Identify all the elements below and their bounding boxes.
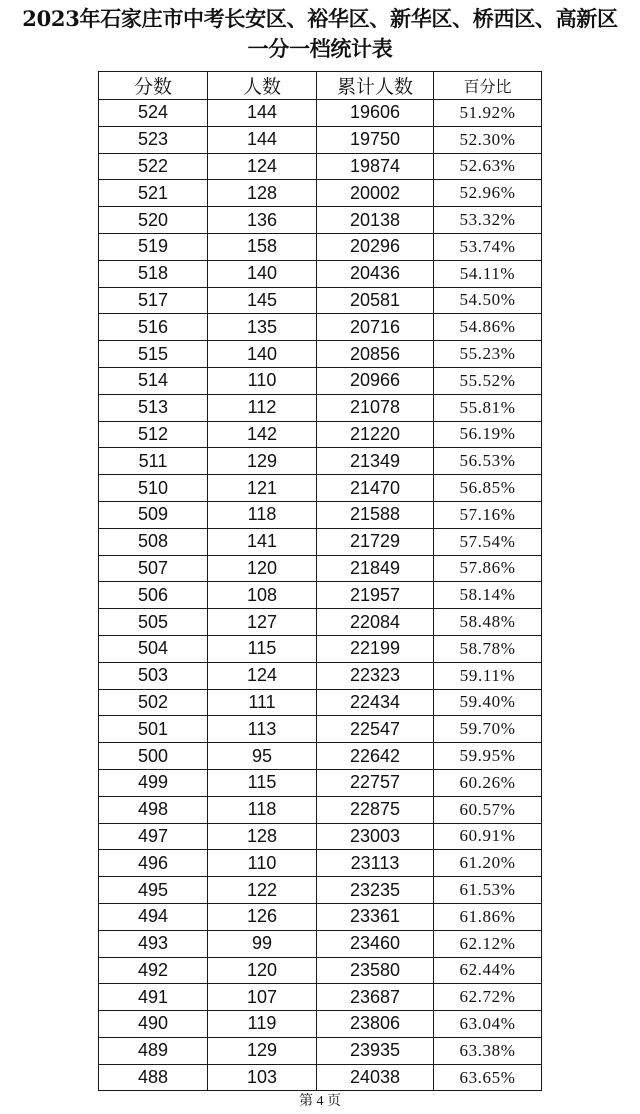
cell-count: 107 bbox=[208, 984, 317, 1011]
cell-count: 119 bbox=[208, 1011, 317, 1038]
cell-percentage: 57.54% bbox=[434, 528, 542, 555]
header-score: 分数 bbox=[99, 72, 208, 100]
cell-score: 523 bbox=[99, 126, 208, 153]
cell-count: 112 bbox=[208, 394, 317, 421]
score-distribution-table bbox=[98, 71, 542, 1091]
cell-count: 110 bbox=[208, 367, 317, 394]
page-subtitle: 一分一档统计表 bbox=[247, 36, 393, 61]
cell-percentage: 54.11% bbox=[434, 260, 542, 287]
cell-percentage: 60.57% bbox=[434, 796, 542, 823]
cell-score: 494 bbox=[99, 903, 208, 930]
cell-percentage: 61.20% bbox=[434, 850, 542, 877]
cell-count: 142 bbox=[208, 421, 317, 448]
cell-percentage: 51.92% bbox=[434, 100, 542, 127]
table-row bbox=[99, 555, 542, 582]
cell-score: 497 bbox=[99, 823, 208, 850]
cell-count: 121 bbox=[208, 475, 317, 502]
table-row bbox=[99, 394, 542, 421]
table-row bbox=[99, 662, 542, 689]
cell-count: 135 bbox=[208, 314, 317, 341]
table-row bbox=[99, 180, 542, 207]
cell-score: 496 bbox=[99, 850, 208, 877]
cell-percentage: 54.86% bbox=[434, 314, 542, 341]
table-row bbox=[99, 1064, 542, 1091]
cell-score: 508 bbox=[99, 528, 208, 555]
cell-score: 502 bbox=[99, 689, 208, 716]
cell-cumulative: 24038 bbox=[317, 1064, 434, 1091]
cell-percentage: 63.65% bbox=[434, 1064, 542, 1091]
cell-score: 507 bbox=[99, 555, 208, 582]
cell-score: 520 bbox=[99, 207, 208, 234]
cell-percentage: 58.78% bbox=[434, 635, 542, 662]
cell-count: 144 bbox=[208, 100, 317, 127]
cell-percentage: 52.63% bbox=[434, 153, 542, 180]
cell-count: 108 bbox=[208, 582, 317, 609]
table-row bbox=[99, 421, 542, 448]
cell-count: 118 bbox=[208, 501, 317, 528]
cell-score: 488 bbox=[99, 1064, 208, 1091]
table-row bbox=[99, 260, 542, 287]
table-row bbox=[99, 233, 542, 260]
cell-percentage: 56.19% bbox=[434, 421, 542, 448]
cell-score: 516 bbox=[99, 314, 208, 341]
cell-count: 144 bbox=[208, 126, 317, 153]
cell-score: 515 bbox=[99, 341, 208, 368]
cell-percentage: 56.85% bbox=[434, 475, 542, 502]
cell-count: 145 bbox=[208, 287, 317, 314]
cell-percentage: 55.52% bbox=[434, 367, 542, 394]
table-row bbox=[99, 448, 542, 475]
cell-count: 113 bbox=[208, 716, 317, 743]
cell-score: 524 bbox=[99, 100, 208, 127]
cell-cumulative: 20966 bbox=[317, 367, 434, 394]
cell-score: 509 bbox=[99, 501, 208, 528]
cell-count: 120 bbox=[208, 957, 317, 984]
cell-count: 128 bbox=[208, 180, 317, 207]
cell-percentage: 53.74% bbox=[434, 233, 542, 260]
cell-percentage: 57.16% bbox=[434, 501, 542, 528]
cell-cumulative: 22757 bbox=[317, 769, 434, 796]
cell-score: 513 bbox=[99, 394, 208, 421]
cell-score: 500 bbox=[99, 743, 208, 770]
table-row bbox=[99, 984, 542, 1011]
cell-score: 517 bbox=[99, 287, 208, 314]
cell-score: 510 bbox=[99, 475, 208, 502]
table-row bbox=[99, 877, 542, 904]
cell-cumulative: 19874 bbox=[317, 153, 434, 180]
cell-percentage: 53.32% bbox=[434, 207, 542, 234]
table-row bbox=[99, 287, 542, 314]
cell-percentage: 55.81% bbox=[434, 394, 542, 421]
cell-score: 492 bbox=[99, 957, 208, 984]
cell-count: 129 bbox=[208, 448, 317, 475]
cell-cumulative: 20002 bbox=[317, 180, 434, 207]
cell-count: 126 bbox=[208, 903, 317, 930]
cell-percentage: 59.95% bbox=[434, 743, 542, 770]
cell-percentage: 61.86% bbox=[434, 903, 542, 930]
cell-count: 99 bbox=[208, 930, 317, 957]
cell-percentage: 62.44% bbox=[434, 957, 542, 984]
table-row bbox=[99, 716, 542, 743]
cell-count: 115 bbox=[208, 635, 317, 662]
cell-cumulative: 22084 bbox=[317, 609, 434, 636]
cell-count: 122 bbox=[208, 877, 317, 904]
cell-score: 504 bbox=[99, 635, 208, 662]
cell-percentage: 60.91% bbox=[434, 823, 542, 850]
cell-cumulative: 21470 bbox=[317, 475, 434, 502]
table-row bbox=[99, 743, 542, 770]
cell-count: 124 bbox=[208, 153, 317, 180]
cell-score: 489 bbox=[99, 1037, 208, 1064]
cell-percentage: 61.53% bbox=[434, 877, 542, 904]
cell-score: 505 bbox=[99, 609, 208, 636]
cell-cumulative: 23113 bbox=[317, 850, 434, 877]
cell-cumulative: 23460 bbox=[317, 930, 434, 957]
cell-cumulative: 22323 bbox=[317, 662, 434, 689]
cell-count: 118 bbox=[208, 796, 317, 823]
cell-score: 491 bbox=[99, 984, 208, 1011]
cell-count: 111 bbox=[208, 689, 317, 716]
cell-percentage: 58.48% bbox=[434, 609, 542, 636]
cell-count: 115 bbox=[208, 769, 317, 796]
table-row bbox=[99, 582, 542, 609]
cell-score: 512 bbox=[99, 421, 208, 448]
cell-percentage: 56.53% bbox=[434, 448, 542, 475]
cell-score: 506 bbox=[99, 582, 208, 609]
cell-percentage: 63.38% bbox=[434, 1037, 542, 1064]
header-count: 人数 bbox=[208, 72, 317, 100]
table-row bbox=[99, 100, 542, 127]
table-row bbox=[99, 635, 542, 662]
cell-cumulative: 22199 bbox=[317, 635, 434, 662]
cell-cumulative: 22547 bbox=[317, 716, 434, 743]
cell-cumulative: 23580 bbox=[317, 957, 434, 984]
cell-cumulative: 21849 bbox=[317, 555, 434, 582]
table-row bbox=[99, 528, 542, 555]
cell-percentage: 52.96% bbox=[434, 180, 542, 207]
cell-percentage: 57.86% bbox=[434, 555, 542, 582]
cell-percentage: 62.72% bbox=[434, 984, 542, 1011]
page-number: 第 4 页 bbox=[299, 1094, 341, 1109]
table-row bbox=[99, 823, 542, 850]
cell-percentage: 55.23% bbox=[434, 341, 542, 368]
table-row bbox=[99, 207, 542, 234]
cell-count: 141 bbox=[208, 528, 317, 555]
table-row bbox=[99, 689, 542, 716]
cell-score: 522 bbox=[99, 153, 208, 180]
cell-cumulative: 19606 bbox=[317, 100, 434, 127]
cell-score: 493 bbox=[99, 930, 208, 957]
table-row bbox=[99, 126, 542, 153]
page-title: 2023年石家庄市中考长安区、裕华区、新华区、桥西区、高新区 bbox=[22, 6, 618, 31]
cell-cumulative: 23935 bbox=[317, 1037, 434, 1064]
cell-cumulative: 22642 bbox=[317, 743, 434, 770]
cell-cumulative: 23361 bbox=[317, 903, 434, 930]
cell-score: 499 bbox=[99, 769, 208, 796]
cell-count: 140 bbox=[208, 260, 317, 287]
cell-score: 514 bbox=[99, 367, 208, 394]
cell-percentage: 58.14% bbox=[434, 582, 542, 609]
table-row bbox=[99, 1037, 542, 1064]
cell-cumulative: 20296 bbox=[317, 233, 434, 260]
cell-cumulative: 21220 bbox=[317, 421, 434, 448]
cell-cumulative: 19750 bbox=[317, 126, 434, 153]
cell-percentage: 59.70% bbox=[434, 716, 542, 743]
cell-count: 103 bbox=[208, 1064, 317, 1091]
cell-cumulative: 20856 bbox=[317, 341, 434, 368]
table-row bbox=[99, 501, 542, 528]
header-percentage: 百分比 bbox=[434, 72, 542, 100]
table-row bbox=[99, 903, 542, 930]
cell-score: 501 bbox=[99, 716, 208, 743]
table-row bbox=[99, 850, 542, 877]
cell-cumulative: 23687 bbox=[317, 984, 434, 1011]
table-row bbox=[99, 609, 542, 636]
cell-count: 127 bbox=[208, 609, 317, 636]
cell-cumulative: 21957 bbox=[317, 582, 434, 609]
cell-count: 120 bbox=[208, 555, 317, 582]
cell-score: 519 bbox=[99, 233, 208, 260]
cell-count: 136 bbox=[208, 207, 317, 234]
cell-percentage: 60.26% bbox=[434, 769, 542, 796]
cell-cumulative: 21078 bbox=[317, 394, 434, 421]
table-row bbox=[99, 475, 542, 502]
cell-percentage: 52.30% bbox=[434, 126, 542, 153]
table-row bbox=[99, 796, 542, 823]
cell-count: 129 bbox=[208, 1037, 317, 1064]
cell-count: 124 bbox=[208, 662, 317, 689]
table-row bbox=[99, 930, 542, 957]
table-row bbox=[99, 153, 542, 180]
cell-percentage: 62.12% bbox=[434, 930, 542, 957]
cell-count: 128 bbox=[208, 823, 317, 850]
cell-percentage: 54.50% bbox=[434, 287, 542, 314]
cell-score: 521 bbox=[99, 180, 208, 207]
cell-score: 511 bbox=[99, 448, 208, 475]
table-row bbox=[99, 1011, 542, 1038]
cell-cumulative: 21349 bbox=[317, 448, 434, 475]
cell-score: 495 bbox=[99, 877, 208, 904]
cell-count: 95 bbox=[208, 743, 317, 770]
table-row bbox=[99, 367, 542, 394]
cell-percentage: 59.40% bbox=[434, 689, 542, 716]
cell-cumulative: 23806 bbox=[317, 1011, 434, 1038]
cell-cumulative: 22434 bbox=[317, 689, 434, 716]
table-row bbox=[99, 957, 542, 984]
cell-percentage: 63.04% bbox=[434, 1011, 542, 1038]
table-header-row bbox=[99, 72, 542, 100]
cell-count: 110 bbox=[208, 850, 317, 877]
cell-score: 503 bbox=[99, 662, 208, 689]
cell-cumulative: 20716 bbox=[317, 314, 434, 341]
header-cumulative: 累计人数 bbox=[317, 72, 434, 100]
cell-cumulative: 21588 bbox=[317, 501, 434, 528]
cell-cumulative: 22875 bbox=[317, 796, 434, 823]
cell-cumulative: 20436 bbox=[317, 260, 434, 287]
cell-cumulative: 23235 bbox=[317, 877, 434, 904]
table-row bbox=[99, 314, 542, 341]
cell-score: 498 bbox=[99, 796, 208, 823]
table-row bbox=[99, 341, 542, 368]
cell-count: 158 bbox=[208, 233, 317, 260]
cell-score: 490 bbox=[99, 1011, 208, 1038]
cell-cumulative: 23003 bbox=[317, 823, 434, 850]
cell-cumulative: 21729 bbox=[317, 528, 434, 555]
table-body bbox=[99, 100, 542, 1091]
cell-cumulative: 20138 bbox=[317, 207, 434, 234]
cell-percentage: 59.11% bbox=[434, 662, 542, 689]
cell-score: 518 bbox=[99, 260, 208, 287]
cell-cumulative: 20581 bbox=[317, 287, 434, 314]
cell-count: 140 bbox=[208, 341, 317, 368]
table-row bbox=[99, 769, 542, 796]
